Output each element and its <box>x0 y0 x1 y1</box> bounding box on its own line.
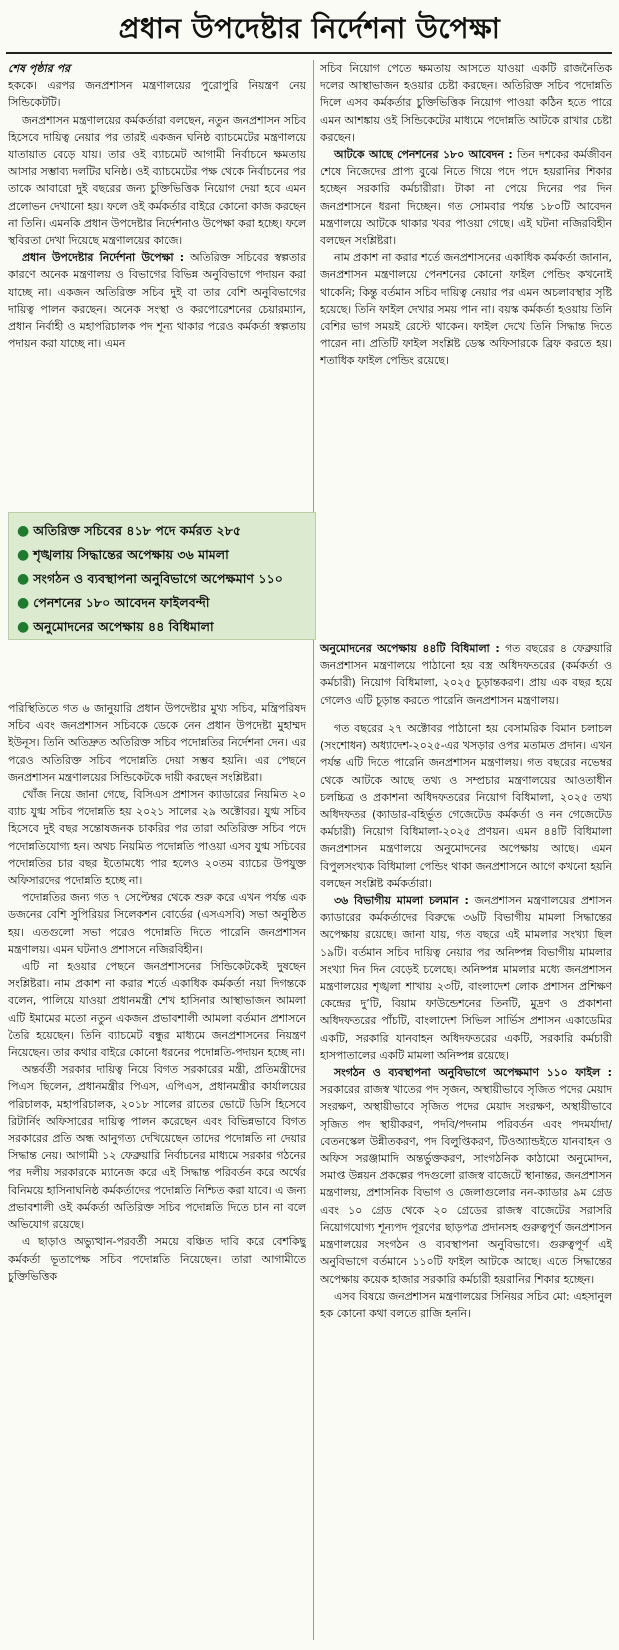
paragraph <box>8 249 306 352</box>
paragraph: এটি না হওয়ার পেছনে জনপ্রশাসনের সিন্ডিকেটকেই দুষছেন সংশ্লিষ্টরা। নাম প্রকাশ না করার শর্তে একাধিক কর্মকর্তা নয়া দিগন্তকে বলেন, পালিয়ে যাওয়া প্রধানমন্ত্রী শেখ হাসিনার আস্থাভাজন আমলা এটি ইমামের মতো নতুন একজন প্রভাবশালী আমলা বর্তমান প্রশাসনে তৈরি হয়েছেন। তিনি ব্যাচমেট বন্ধুর মাধ্যমে জনপ্রশাসনের নিয়ন্ত্রণ নিয়েছেন। তার কথার বাইরে কোনো ধরনের পদোন্নতি-পদায়ন হচ্ছে না। <box>8 960 306 1060</box>
paragraph: নাম প্রকাশ না করার শর্তে জনপ্রশাসনের একাধিক কর্মকর্তা জানান, জনপ্রশাসন মন্ত্রণালয়ে পেনশনের কোনো ফাইল পেন্ডিং কখনোই থাকেনি; কিন্তু বর্তমান সচিব দায়িত্ব নেয়ার পর এমন অচলাবস্থার সৃষ্টি হয়েছে। তিনি ফাইল দেখার সময় পান না। বয়স্ক কর্মকর্তা হওয়ায় তিনি বেশির ভাগ সময়ই রেস্টে থাকেন। ফাইল দেখে তিনি সিদ্ধান্ত দিতে পারেন না। প্রতিটি ফাইল সংশ্লিষ্ট ডেস্ক অফিসারকে ব্রিফ করতে হয়। শতাধিক ফাইল পেন্ডিং রয়েছে। <box>320 251 612 368</box>
column-divider <box>313 60 314 1640</box>
right-column-top <box>320 60 612 640</box>
bullet-icon: ● <box>17 547 30 563</box>
highlight-text: সংগঠন ও ব্যবস্থাপনা অনুবিভাগে অপেক্ষমাণ ১১০ <box>33 571 283 586</box>
subhead: সংগঠন ও ব্যবস্থাপনা অনুবিভাগে অপেক্ষমাণ ১১০ ফাইল : <box>334 1066 612 1080</box>
highlight-item <box>17 591 309 615</box>
subhead: অনুমোদনের অপেক্ষায় ৪৪টি বিধিমালা : <box>320 642 500 655</box>
paragraph-text: গত বছরের ৪ ফেব্রুয়ারি জনপ্রশাসন মন্ত্রণালয়ে পাঠানো হয় বস্ত্র অধিদফতরের (কর্মকর্তা ও কর্মচারী) নিয়োগ বিধিমালা, ২০২৫ চূড়ান্তকরণ। প্রায় এক বছর হয়ে গেলেও এটি চূড়ান্ত করতে পারেনি জনপ্রশাসন মন্ত্রণালয়। <box>320 642 612 707</box>
paragraph: এ ছাড়াও অভ্যুত্থান-পরবর্তী সময়ে বঞ্চিত দাবি করে বেশকিছু কর্মকর্তা ভূতাপেক্ষ সচিব পদোন্নতি নিয়েছেন। তারা আগামীতে চুক্তিভিত্তিক <box>8 1235 306 1283</box>
paragraph <box>320 892 612 1064</box>
paragraph: খোঁজ নিয়ে জানা গেছে, বিসিএস প্রশাসন ক্যাডারের নিয়মিত ২০ ব্যাচ যুগ্ম সচিব পদোন্নতি হয় ২০২১ সালের ২৯ অক্টোবর। যুগ্ম সচিব হিসেবে দুই বছর সন্তোষজনক চাকরির পর তারা অতিরিক্ত সচিব পদে পদোন্নতিযোগ্য হন। অথচ নিয়মিত পদোন্নতি পাওয়া এসব যুগ্ম সচিবের পদোন্নতির চার বছর ইতোমধ্যে পার হলেও ২০তম ব্যাচের উপযুক্ত অফিসারদের পদোন্নতি হচ্ছে না। <box>8 788 306 888</box>
bullet-icon: ● <box>17 571 30 587</box>
paragraph: সচিব নিয়োগ পেতে ক্ষমতায় আসতে যাওয়া একটি রাজনৈতিক দলের আস্থাভাজন হওয়ার চেষ্টা করছেন। অতিরিক্ত সচিব পদোন্নতি দিলে এসব কর্মকর্তার চুক্তিভিত্তিক নিয়োগ পাওয়া কঠিন হতে পারে এমন আশঙ্কায় ওই সিন্ডিকেটের মাধ্যমে পদোন্নতি আটকে রাখার চেষ্টা করছেন। <box>320 62 612 144</box>
paragraph <box>320 146 612 249</box>
subhead: প্রধান উপদেষ্টার নির্দেশনা উপেক্ষা : <box>22 251 185 265</box>
paragraph-text: জনপ্রশাসন মন্ত্রণালয়ের প্রশাসন ক্যাডারের কর্মকর্তাদের বিরুদ্ধে ৩৬টি বিভাগীয় মামলা সিদ্ধান্তের অপেক্ষায় রয়েছে। জানা যায়, গত বছরে এই মামলার সংখ্যা ছিল ১৯টি। বর্তমান সচিব দায়িত্ব নেয়ার পর অনিষ্পন্ন বিভাগীয় মামলার সংখ্যা দিন দিন বেড়েই চলেছে। অনিষ্পন্ন মামলার মধ্যে জনপ্রশাসন মন্ত্রণালয়ের শৃঙ্খলা শাখায় ২৩টি, বাংলাদেশ লোক প্রশাসন প্রশিক্ষণ কেন্দ্রের দু’টি, বিয়াম ফাউন্ডেশনের তিনটি, মুদ্রণ ও প্রকাশনা অধিদফতরের পাঁচটি, বাংলাদেশ সিভিল সার্ভিস প্রশাসন একাডেমির একটি, সরকারি যানবাহন অধিদফতরের একটি, সরকারি কর্মচারী হাসপাতালের একটি মামলা অনিষ্পন্ন রয়েছে। <box>320 894 612 1062</box>
paragraph-text: সরকারের রাজস্ব খাতের পদ সৃজন, অস্থায়ীভাবে সৃজিত পদের মেয়াদ সংরক্ষণ, অস্থায়ীভাবে সৃজিত পদের মেয়াদ সংরক্ষণ, অস্থায়ীভাবে সৃজিত পদ স্থায়ীকরণ, পদবি/পদনাম পরিবর্তন এবং পদমর্যাদা/বেতনস্কেল উন্নীতকরণ, পদ বিলুপ্তিকরণ, টিওঅ্যান্ডইতে যানবাহন ও অফিস সরঞ্জামাদি অন্তর্ভুক্তকরণ, সাংগঠনিক কাঠামো অনুমোদন, সমাপ্ত উন্নয়ন প্রকল্পের পদগুলো রাজস্ব বাজেটে স্থানান্তর, জনপ্রশাসন মন্ত্রণালয়, প্রশাসনিক বিভাগ ও জেলাগুলোর নন-ক্যাডার ৯ম গ্রেড এবং ১০ গ্রেড থেকে ২০ গ্রেডের রাজস্ব বাজেটের সরাসরি নিয়োগযোগ্য শূন্যপদ পূরণের ছাড়পত্র প্রদানসহ গুরুত্বপূর্ণ জনপ্রশাসন মন্ত্রণালয়ের সংগঠন ও ব্যবস্থাপনা অনুবিভাগে। গুরুত্বপূর্ণ এই অনুবিভাগে বর্তমানে ১১০টি ফাইল আটকে আছে। এতে সিদ্ধান্তের অপেক্ষায় কয়েক হাজার সরকারি কর্মচারী হয়রানির শিকার হচ্ছেন। <box>320 1083 612 1286</box>
paragraph: এসব বিষয়ে জনপ্রশাসন মন্ত্রণালয়ের সিনিয়র সচিব মো: এহসানুল হক কোনো কথা বলতে রাজি হননি। <box>320 1289 612 1320</box>
headline-rule <box>6 52 612 54</box>
bullet-icon: ● <box>17 523 30 539</box>
continued-label: শেষ পৃষ্ঠার পর <box>8 62 71 75</box>
highlight-text: অনুমোদনের অপেক্ষায় ৪৪ বিধিমালা <box>33 619 214 634</box>
highlight-item <box>17 543 309 567</box>
bullet-icon: ● <box>17 595 30 611</box>
subhead: আটকে আছে পেনশনের ১৮০ আবেদন : <box>334 148 513 162</box>
highlight-text: শৃঙ্খলায় সিদ্ধান্তের অপেক্ষায় ৩৬ মামলা <box>33 547 229 562</box>
bullet-icon: ● <box>17 619 30 635</box>
highlight-item <box>17 519 309 543</box>
paragraph: হককে। এরপর জনপ্রশাসন মন্ত্রণালয়ের পুরোপুরি নিয়ন্ত্রণ নেয় সিন্ডিকেটটি। <box>8 79 306 110</box>
left-column-bottom <box>8 700 306 1644</box>
paragraph: পদোন্নতির জন্য গত ৭ সেপ্টেম্বর থেকে শুরু করে এখন পর্যন্ত এক ডজনের বেশি সুপিরিয়র সিলেকশন বোর্ডের (এসএসবি) সভা অনুষ্ঠিত হয়। এতগুলো সভা পরেও পদোন্নতি দিতে পারেনি জনপ্রশাসন মন্ত্রণালয়। এমন ঘটনাও প্রশাসনে নজিরবিহীন। <box>8 891 306 956</box>
paragraph: জনপ্রশাসন মন্ত্রণালয়ের কর্মকর্তারা বলছেন, নতুন জনপ্রশাসন সচিব হিসেবে দায়িত্ব নেয়ার পর তারই একজন ঘনিষ্ঠ ব্যাচমেটের মন্ত্রণালয়ে যাতায়াত বেড়ে যায়। তার ওই ব্যাচমেট আগামী নির্বাচনে ক্ষমতায় আসার সম্ভাব্য দলটির ঘনিষ্ঠ। ওই ব্যাচমেটের পক্ষ থেকে নির্বাচনের পর তাকে আবারো দুই বছরের জন্য চুক্তিভিত্তিক নিয়োগ দেয়া হবে এমন প্রলোভন দেখানো হয়। ফলে ওই কর্মকর্তার বাইরে কোনো কাজ করছেন না তিনি। এমনকি প্রধান উপদেষ্টার নির্দেশনাও উপেক্ষা করা হচ্ছে। ফলে স্থবিরতা দেখা দিয়েছে মন্ত্রণালয়ের কাজে। <box>8 113 306 248</box>
highlights-box <box>8 512 316 640</box>
subhead: ৩৬ বিভাগীয় মামলা চলমান : <box>334 894 469 908</box>
paragraph: পরিস্থিতিতে গত ৬ জানুয়ারি প্রধান উপদেষ্টার মুখ্য সচিব, মন্ত্রিপরিষদ সচিব এবং জনপ্রশাসন সচিবকে ডেকে নেন প্রধান উপদেষ্টা মুহাম্মদ ইউনূস। তিনি অতিদ্রুত অতিরিক্ত সচিব পদোন্নতির নির্দেশনা দেন। এর পরেও অতিরিক্ত সচিব পদোন্নতি দেয়া সম্ভব হয়নি। এর পেছনে জনপ্রশাসন মন্ত্রণালয়ের সিন্ডিকেটকে দায়ী করছেন সংশ্লিষ্টরা। <box>8 702 306 784</box>
page-headline: প্রধান উপদেষ্টার নির্দেশনা উপেক্ষা <box>118 12 501 45</box>
paragraph: গত বছরের ২৭ অক্টোবর পাঠানো হয় বেসামরিক বিমান চলাচল (সংশোধন) অধ্যাদেশ-২০২৫-এর খসড়ার ওপর মতামত প্রদান। এখন পর্যন্ত এটি দিতে পারেনি জনপ্রশাসন মন্ত্রণালয়। গত বছরের নভেম্বর থেকে আটকে আছে তথ্য ও সম্প্রচার মন্ত্রণালয়ের আওতাধীন চলচ্চিত্র ও প্রকাশনা অধিদফতরের নিয়োগ বিধিমালা, ২০২৫ তথ্য অধিদফতর (ক্যাডার-বহির্ভূত গেজেটেড কর্মকর্তা ও নন গেজেটেড কর্মচারী) নিয়োগ বিধিমালা-২০২৫ প্রণয়ন। এমন ৪৪টি বিধিমালা জনপ্রশাসন মন্ত্রণালয়ে অনুমোদনের অপেক্ষায় আছে। এমন বিপুলসংখ্যক বিধিমালা পেন্ডিং থাকা জনপ্রশাসনে আগে কখনো হয়নি বলছেন সংশ্লিষ্ট কর্মকর্তারা। <box>320 722 612 890</box>
paragraph: অন্তর্বর্তী সরকার দায়িত্ব নিয়ে বিগত সরকারের মন্ত্রী, প্রতিমন্ত্রীদের পিএস ছিলেন, প্রধানমন্ত্রীর পিএস, এপিএস, প্রধানমন্ত্রীর কার্যালয়ের পরিচালক, মহাপরিচালক, ২০১৮ সালের রাতের ভোটে ডিসি হিসেবে রিটার্নিং অফিসারের দায়িত্ব পালন করেছেন এবং বিভিন্নভাবে বিগত সরকারের প্রতি অন্ধ আনুগত্য দেখিয়েছেন তাদের পদোন্নতি না দেয়ার সিদ্ধান্ত নেয়। আগামী ১২ ফেব্রুয়ারি নির্বাচনের মাধ্যমে সরকার গঠনের পর দলীয় সরকারকে ম্যানেজ করে এই সিদ্ধান্ত পরিবর্তন করে অর্থের বিনিময়ে হাসিনাঘনিষ্ঠ কর্মকর্তাদের পদোন্নতি নিশ্চিত করা যাবে। এ জন্য প্রভাবশালী ওই কর্মকর্তা অতিরিক্ত সচিব পদোন্নতি দিতে চান না বলে অভিযোগ রয়েছে। <box>8 1063 306 1232</box>
highlight-text: পেনশনের ১৮০ আবেদন ফাইলবন্দী <box>33 595 210 610</box>
right-column-mid <box>320 640 612 720</box>
highlight-text: অতিরিক্ত সচিবের ৪১৮ পদে কর্মরত ২৮৫ <box>33 523 242 538</box>
paragraph-text: তিন দশকের কর্মজীবন শেষে নিজেদের প্রাপ্য বুঝে নিতে গিয়ে পদে পদে হয়রানির শিকার হচ্ছেন সরকারি কর্মচারীরা। টাকা না পেয়ে দিনের পর দিন জনপ্রশাসনে ধরনা দিচ্ছেন। গত সোমবার পর্যন্ত ১৮০টি আবেদন মন্ত্রণালয়ে আটকে থাকার খবর পাওয়া গেছে। এই ঘটনা নজিরবিহীন বলছেন সংশ্লিষ্টরা। <box>320 148 612 248</box>
paragraph-text: অতিরিক্ত সচিবের স্বল্পতার কারণে অনেক মন্ত্রণালয় ও বিভাগের বিভিন্ন অনুবিভাগে পদায়ন করা যাচ্ছে না। একজন অতিরিক্ত সচিব দুই বা তার বেশি অনুবিভাগের দায়িত্ব পালন করছেন। অনেক সংস্থা ও করপোরেশনের চেয়ারম্যান, প্রধান নির্বাহী ও মহাপরিচালক পদ শূন্য থাকার পরেও কর্মকর্তা স্বল্পতায় পদায়ন করা যাচ্ছে না। এমন <box>8 251 306 351</box>
paragraph <box>320 640 612 709</box>
paragraph <box>320 1064 612 1288</box>
highlight-item <box>17 567 309 591</box>
right-column-bottom <box>320 720 612 1644</box>
highlight-item <box>17 615 309 639</box>
